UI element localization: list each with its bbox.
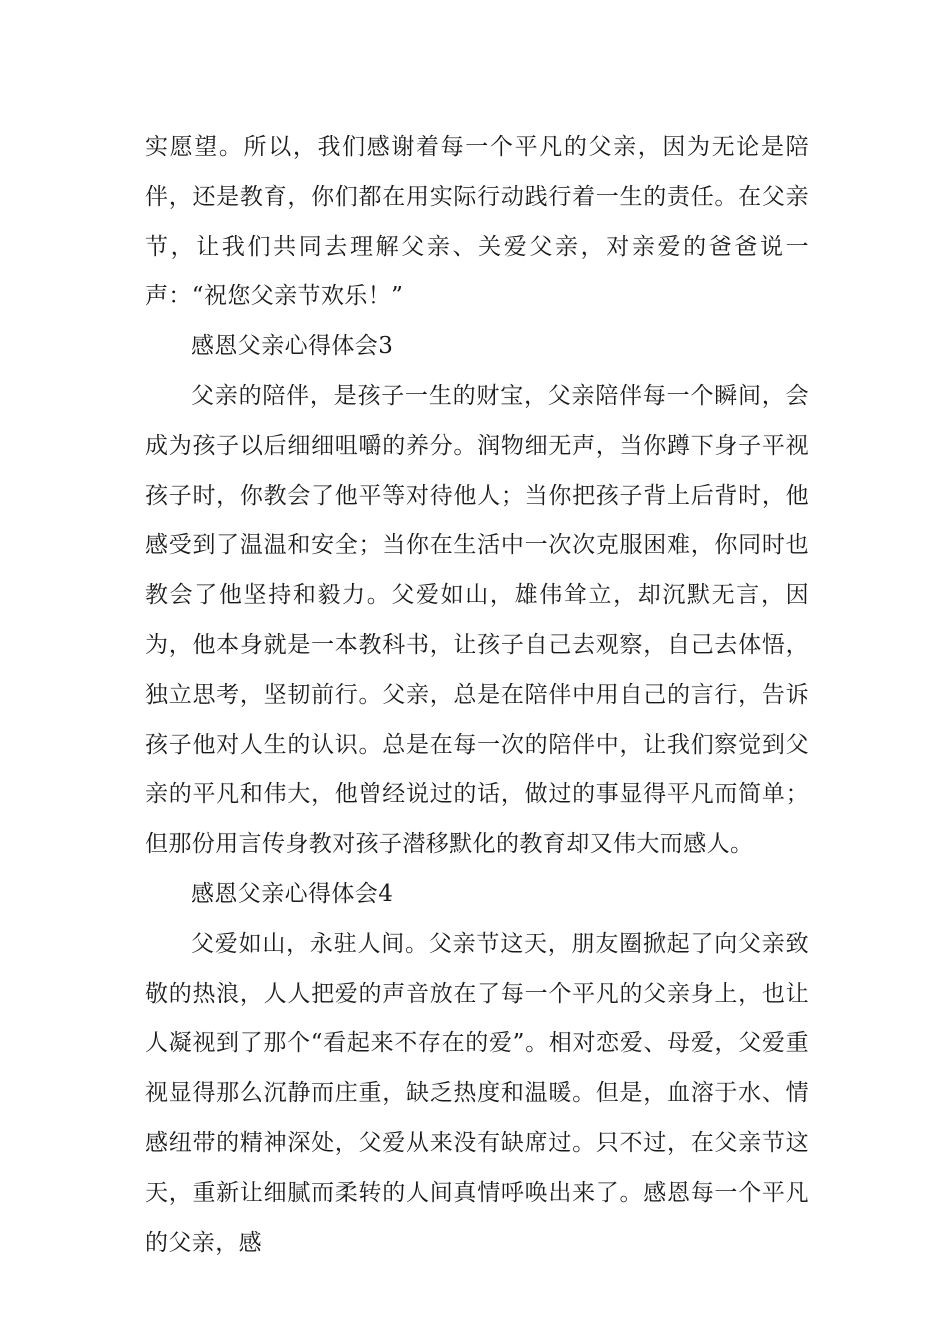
section-heading-4: 感恩父亲心得体会4 bbox=[191, 880, 394, 907]
document-page bbox=[145, 123, 809, 1268]
paragraph-section-3: 父亲的陪伴，是孩子一生的财宝，父亲陪伴每一个瞬间，会成为孩子以后细细咀嚼的养分。润物细无声，当你蹲下身子平视孩子时，你教会了他平等对待他人；当你把孩子背上后背时，他感受到了温温和安全；当你在生活中一次次克服困难，你同时也教会了他坚持和毅力。父爱如山，雄伟耸立，却沉默无言，因为，他本身就是一本教科书，让孩子自己去观察，自己去体悟，独立思考，坚韧前行。父亲，总是在陪伴中用自己的言行，告诉孩子他对人生的认识。总是在每一次的陪伴中，让我们察觉到父亲的平凡和伟大，他曾经说过的话，做过的事显得平凡而简单；但那份用言传身教对孩子潜移默化的教育却又伟大而感人。 bbox=[145, 382, 809, 858]
section-heading-3: 感恩父亲心得体会3 bbox=[191, 333, 394, 360]
paragraph-continued: 实愿望。所以，我们感谢着每一个平凡的父亲，因为无论是陪伴，还是教育，你们都在用实际行动践行着一生的责任。在父亲节，让我们共同去理解父亲、关爱父亲，对亲爱的爸爸说一声：“祝您父亲节欢乐！” bbox=[145, 134, 809, 310]
paragraph-section-4: 父爱如山，永驻人间。父亲节这天，朋友圈掀起了向父亲致敬的热浪，人人把爱的声音放在了每一个平凡的父亲身上，也让人凝视到了那个“看起来不存在的爱”。相对恋爱、母爱，父爱重视显得那么沉静而庄重，缺乏热度和温暖。但是，血溶于水、情感纽带的精神深处，父爱从来没有缺席过。只不过，在父亲节这天，重新让细腻而柔转的人间真情呼唤出来了。感恩每一个平凡的父亲，感 bbox=[145, 930, 809, 1256]
